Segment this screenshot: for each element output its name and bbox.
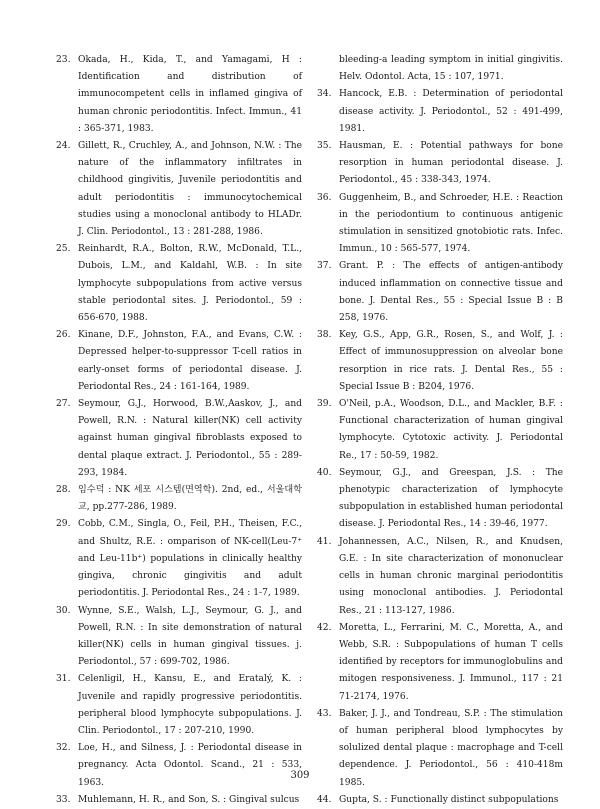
reference-text: Hausman, E. : Potential pathways for bone resorption in human periodontal disease. J. Periodontol., 45 : 338-343, 1974. bbox=[339, 141, 563, 186]
reference-text: Gupta, S. : Functionally distinct subpopulations bbox=[339, 794, 559, 805]
reference-item bbox=[317, 620, 563, 706]
reference-number: 28. bbox=[56, 485, 71, 496]
reference-number: 41. bbox=[317, 536, 332, 547]
reference-item bbox=[56, 396, 302, 482]
reference-number: 32. bbox=[56, 743, 71, 754]
reference-text: Grant. P. : The effects of antigen-antibody induced inflammation on connective tissue and bone. J. Dental Res., 55 : Special Issue B : B 258, 1976. bbox=[339, 261, 563, 324]
reference-number: 35. bbox=[317, 141, 332, 152]
reference-text: Wynne, S.E., Walsh, L.J., Seymour, G. J., and Powell, R.N. : In site demonstration of natural killer(NK) cells in human gingival tissues. j. Periodontol., 57 : 699-702, 1986. bbox=[78, 605, 302, 668]
reference-text: Key, G.S., App, G.R., Rosen, S., and Wolf, J. : Effect of immunosuppression on alveolar bone resorption in rice rats. J. Dental Res., 55 : Special Issue B : B204, 1976. bbox=[339, 330, 563, 392]
reference-item bbox=[317, 258, 563, 327]
reference-text: Reinhardt, R.A., Bolton, R.W., McDonald, T.L., Dubois, L.M., and Kaldahl, W.B. : In site lymphocyte subpopulations from active versus stable periodontal sites. J. Periodontol., 59 : 656-670, 1988. bbox=[78, 244, 302, 324]
reference-text: Moretta, L., Ferrarini, M. C., Moretta, A., and Webb, S.R. : Subpopulations of human T cells identified by receptors for immunoglobulins and mitogen responsiveness. J. Immunol., 117 : 21 71-2174, 1976. bbox=[339, 622, 563, 702]
reference-item bbox=[56, 516, 302, 602]
reference-number: 27. bbox=[56, 399, 71, 410]
reference-number: 24. bbox=[56, 141, 71, 152]
reference-number: 42. bbox=[317, 622, 332, 633]
reference-text: Seymour, G.J., and Greespan, J.S. : The phenotypic characterization of lymphocyte subpopulation in established human periodontal disease. J. Periodontal Res., 14 : 39-46, 1977. bbox=[339, 467, 563, 530]
reference-item bbox=[56, 671, 302, 740]
reference-number: 37. bbox=[317, 261, 332, 272]
reference-number: 40. bbox=[317, 467, 332, 478]
reference-text: bleeding-a leading symptom in initial gingivitis. Helv. Odontol. Acta, 15 : 107, 1971. bbox=[339, 55, 563, 83]
reference-number: 44. bbox=[317, 794, 332, 805]
reference-item bbox=[317, 86, 563, 138]
reference-text: Okada, H., Kida, T., and Yamagami, H : Identification and distribution of immunocompetent cells in inflamed gingiva of human chronic periodontitis. Infect. Immun., 41 : 365-371, 1983. bbox=[78, 55, 302, 134]
references-right-column bbox=[317, 52, 563, 809]
reference-item bbox=[317, 465, 563, 534]
reference-item bbox=[56, 740, 302, 792]
reference-text: Guggenheim, B., and Schroeder, H.E. : Reaction in the periodontium to continuous antigenic stimulation in sensitized gnotobiotic rats. Infec. Immun., 10 : 565-577, 1974. bbox=[339, 192, 563, 255]
reference-item bbox=[56, 603, 302, 672]
reference-number: 34. bbox=[317, 89, 332, 100]
reference-number: 43. bbox=[317, 708, 332, 719]
reference-item-continued bbox=[317, 52, 563, 86]
reference-number: 31. bbox=[56, 674, 71, 685]
reference-item bbox=[56, 792, 302, 809]
reference-text: Muhlemann, H. R., and Son, S. : Gingival sulcus bbox=[78, 794, 300, 805]
reference-number: 33. bbox=[56, 794, 71, 805]
reference-item bbox=[56, 52, 302, 138]
reference-text: Baker, J. J., and Tondreau, S.P. : The stimulation of human peripheral blood lymphocytes by solulized dental plaque : macrophage and T-cell dependence. J. Periodontol., 56 : 410-418m 1985. bbox=[339, 708, 563, 788]
reference-item bbox=[56, 138, 302, 241]
reference-text: Gillett, R., Cruchley, A., and Johnson, N.W. : The nature of the inflammatory infiltrates in childhood gingivitis, Juvenile periodontitis and adult periodontitis : immunocytochemical studies using a monoclonal antibody to HLADr. J. Clin. Periodontol., 13 : 281-288, 1986. bbox=[78, 141, 302, 238]
reference-text: Cobb, C.M., Singla, O., Feil, P.H., Theisen, F.C., and Shultz, R.E. : omparison of NK-cell(Leu-7⁺ and Leu-11b⁺) populations in clinically healthy gingiva, chronic gingivitis and adult periodontitis. J. Periodontal Res., 24 : 1-7, 1989. bbox=[78, 519, 302, 599]
reference-number: 25. bbox=[56, 244, 71, 255]
reference-text: O'Neil, p.A., Woodson, D.L., and Mackler, B.F. : Functional characterization of human gingival lymphocyte. Cytotoxic activity. J. Periodontal Re., 17 : 50-59, 1982. bbox=[339, 399, 563, 461]
reference-item bbox=[317, 792, 563, 809]
page-number: 309 bbox=[290, 770, 310, 781]
reference-number: 23. bbox=[56, 55, 71, 65]
reference-text: Johannessen, A.C., Nilsen, R., and Knudsen, G.E. : In site characterization of mononuclear cells in human chronic marginal periodontitis using monoclonal antibodies. J. Periodontal Res., 21 : 113-127, 1986. bbox=[339, 536, 563, 616]
reference-number: 38. bbox=[317, 330, 332, 341]
reference-text: Hancock, E.B. : Determination of periodontal disease activity. J. Periodontol., 52 : 491-499, 1981. bbox=[339, 89, 563, 134]
reference-text: 임수덕 : NK 세포 시스템(면역학). 2nd, ed., 서울대학교, pp.277-286, 1989. bbox=[78, 485, 302, 513]
reference-item bbox=[56, 482, 302, 516]
reference-item bbox=[56, 241, 302, 327]
reference-item bbox=[317, 138, 563, 190]
reference-item bbox=[56, 327, 302, 396]
references-left-column bbox=[56, 52, 302, 809]
reference-number: 30. bbox=[56, 605, 71, 616]
reference-number: 29. bbox=[56, 519, 71, 530]
reference-text: Seymour, G.J., Horwood, B.W.,Aaskov, J., and Powell, R.N. : Natural killer(NK) cell activity against human gingival fibroblasts exposed to dental plaque extract. J. Periodontol., 55 : 289-293, 1984. bbox=[78, 399, 302, 478]
reference-item bbox=[317, 327, 563, 396]
reference-text: Celenligil, H., Kansu, E., and Eratalý, K. : Juvenile and rapidly progressive periodontitis. peripheral blood lymphocyte subpopulations. J. Clin. Periodontol., 17 : 207-210, 1990. bbox=[78, 674, 302, 736]
reference-number: 26. bbox=[56, 330, 71, 341]
reference-number: 36. bbox=[317, 192, 332, 203]
reference-item bbox=[317, 190, 563, 259]
reference-item bbox=[317, 396, 563, 465]
reference-item bbox=[317, 534, 563, 620]
reference-number: 39. bbox=[317, 399, 332, 410]
reference-text: Loe, H., and Silness, J. : Periodontal disease in pregnancy. Acta Odontol. Scand., 21 : 533, 1963. bbox=[78, 743, 302, 788]
reference-text: Kinane, D.F., Johnston, F.A., and Evans, C.W. : Depressed helper-to-suppressor T-cell ratios in early-onset forms of periodontal disease. J. Periodontal Res., 24 : 161-164, 1989. bbox=[78, 330, 302, 392]
